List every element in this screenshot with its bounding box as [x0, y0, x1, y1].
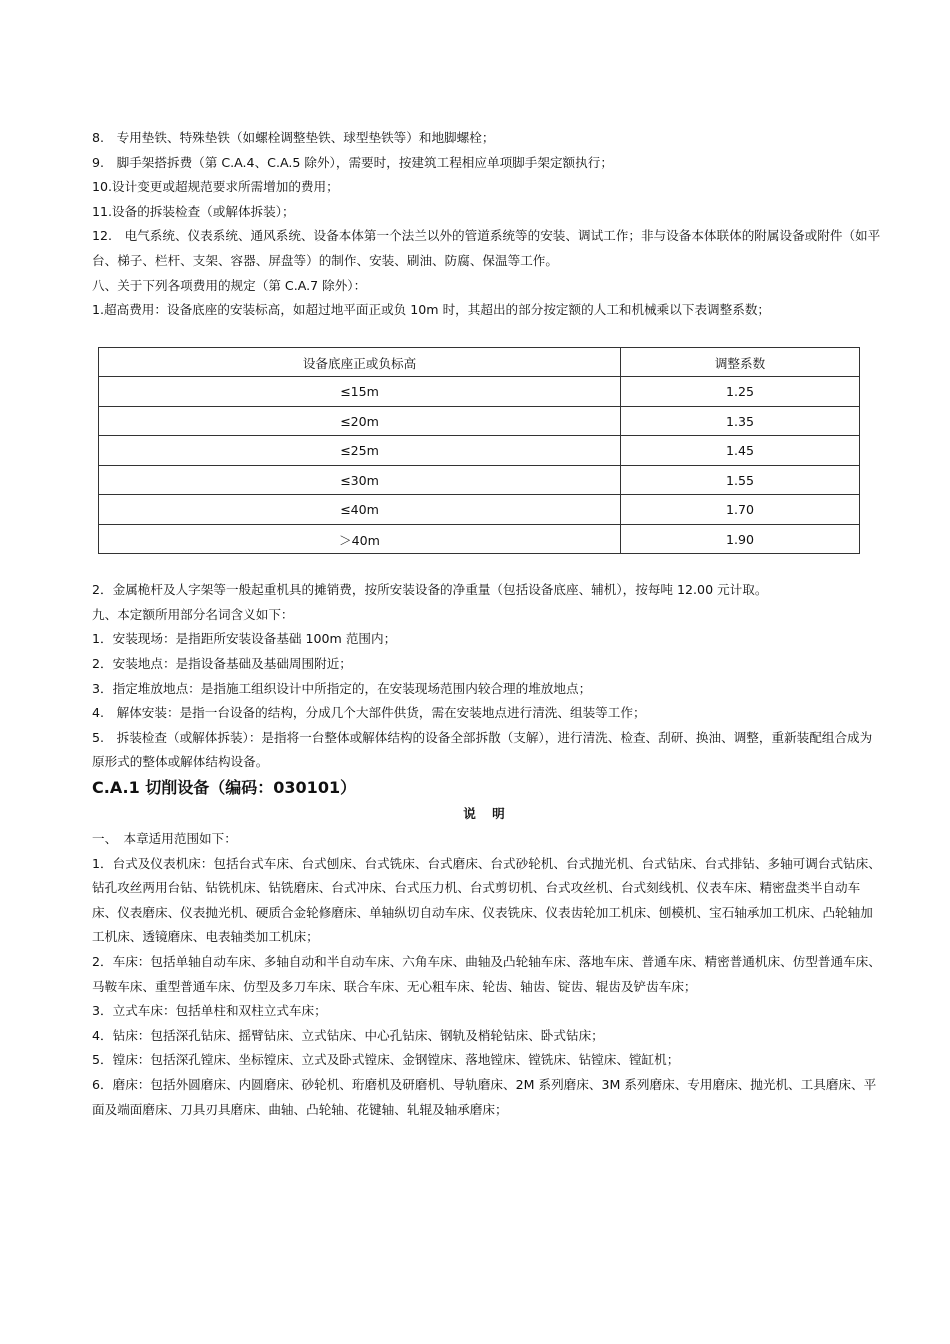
table-cell: 1.25: [621, 377, 860, 407]
list-item: 9. 脚手架搭拆费（第 C.A.4、C.A.5 除外），需要时，按建筑工程相应单项脚手架定额执行；: [92, 154, 613, 170]
list-item: 2．安装地点：是指设备基础及基础周围附近；: [92, 656, 352, 672]
table-cell: ≤20m: [99, 406, 621, 436]
list-item: 11.设备的拆装检查（或解体拆装）；: [92, 203, 295, 219]
list-item: 8. 专用垫铁、特殊垫铁（如螺栓调整垫铁、球型垫铁等）和地脚螺栓；: [92, 130, 495, 145]
table-cell: 1.45: [621, 436, 860, 466]
list-item: 5. 拆装检查（或解体拆装）：是指将一台整体或解体结构的设备全部拆散（支解），进行清洗、检查、刮研、换油、调整，重新装配组合成为原形式的整体或解体结构设备。: [92, 729, 873, 770]
table-cell: 1.55: [621, 465, 860, 495]
table-cell: ≤15m: [99, 377, 621, 407]
table-cell: ＞40m: [99, 524, 621, 554]
list-item: 5．镗床：包括深孔镗床、坐标镗床、立式及卧式镗床、金钢镗床、落地镗床、镗铣床、钻镗床、镗缸机；: [92, 1052, 680, 1068]
table-row: [99, 524, 860, 554]
adjustment-table: [98, 347, 860, 555]
table-cell: ≤40m: [99, 495, 621, 525]
list-item: 3．立式车床：包括单柱和双柱立式车床；: [92, 1003, 327, 1019]
list-item: 3．指定堆放地点：是指施工组织设计中所指定的，在安装现场范围内较合理的堆放地点；: [92, 680, 592, 696]
table-cell: 1.70: [621, 495, 860, 525]
table-header-row: [99, 347, 860, 377]
section-heading: 一、 本章适用范围如下：: [92, 831, 237, 846]
list-item: 4. 解体安装：是指一台设备的结构，分成几个大部件供货，需在安装地点进行清洗、组装等工作；: [92, 705, 646, 721]
list-item: 1．台式及仪表机床：包括台式车床、台式刨床、台式铣床、台式磨床、台式砂轮机、台式抛光机、台式钻床、台式排钻、多轴可调台式钻床、钻孔攻丝两用台钻、钻铣机床、钻铣磨床、台式冲床、台式压力机、台式剪切机、台式攻丝机、台式刻线机、仪表车床、精密盘类半自动车床、仪表磨床、仪表抛光机、硬质合金轮修磨床、单轴纵切自动车床、仪表铣床、仪表齿轮加工机床、刨模机、宝石轴承加工机床、凸轮轴加工机床、透镜磨床、电表轴类加工机床；: [92, 855, 881, 945]
list-item: 2．车床：包括单轴自动车床、多轴自动和半自动车床、六角车床、曲轴及凸轮轴车床、落地车床、普通车床、精密普通机床、仿型普通车床、马鞍车床、重型普通车床、仿型及多刀车床、联合车床、无心粗车床、轮齿、轴齿、锭齿、辊齿及铲齿车床；: [92, 953, 881, 994]
list-item: 10.设计变更或超规范要求所需增加的费用；: [92, 179, 339, 195]
table-cell: ≤30m: [99, 465, 621, 495]
explanation-title: 说 明: [463, 806, 511, 821]
table-header-cell: 设备底座正或负标高: [99, 347, 621, 377]
list-item: 6．磨床：包括外圆磨床、内圆磨床、砂轮机、珩磨机及研磨机、导轨磨床、2M 系列磨床、3M 系列磨床、专用磨床、抛光机、工具磨床、平面及端面磨床、刀具刃具磨床、曲轴、凸轮轴、花键轴、轧辊及轴承磨床；: [92, 1076, 877, 1117]
chapter-title: C.A.1 切削设备（编码：030101）: [92, 778, 357, 797]
table-cell: ≤25m: [99, 436, 621, 466]
section-heading: 九、本定额所用部分名词含义如下：: [92, 606, 294, 622]
table-row: [99, 495, 860, 525]
table-row: [99, 465, 860, 495]
table-cell: 1.35: [621, 406, 860, 436]
list-item: 4．钻床：包括深孔钻床、摇臂钻床、立式钻床、中心孔钻床、钢轨及梢轮钻床、卧式钻床；: [92, 1027, 604, 1043]
document-page: [92, 126, 882, 1122]
table-row: [99, 406, 860, 436]
table-header-cell: 调整系数: [621, 347, 860, 377]
table-row: [99, 436, 860, 466]
table-row: [99, 377, 860, 407]
table-cell: 1.90: [621, 524, 860, 554]
list-item: 1．安装现场：是指距所安装设备基础 100m 范围内；: [92, 631, 397, 647]
list-item: 2．金属桅杆及人字架等一般起重机具的摊销费，按所安装设备的净重量（包括设备底座、辅机），按每吨 12.00 元计取。: [92, 582, 768, 598]
section-heading: 八、关于下列各项费用的规定（第 C.A.7 除外）：: [92, 277, 367, 293]
list-item: 1.超高费用：设备底座的安装标高，如超过地平面正或负 10m 时，其超出的部分按定额的人工和机械乘以下表调整系数；: [92, 302, 771, 318]
list-item: 12. 电气系统、仪表系统、通风系统、设备本体第一个法兰以外的管道系统等的安装、调试工作；非与设备本体联体的附属设备或附件（如平台、梯子、栏杆、支架、容器、屏盘等）的制作、安装、刷油、防腐、保温等工作。: [92, 228, 881, 268]
